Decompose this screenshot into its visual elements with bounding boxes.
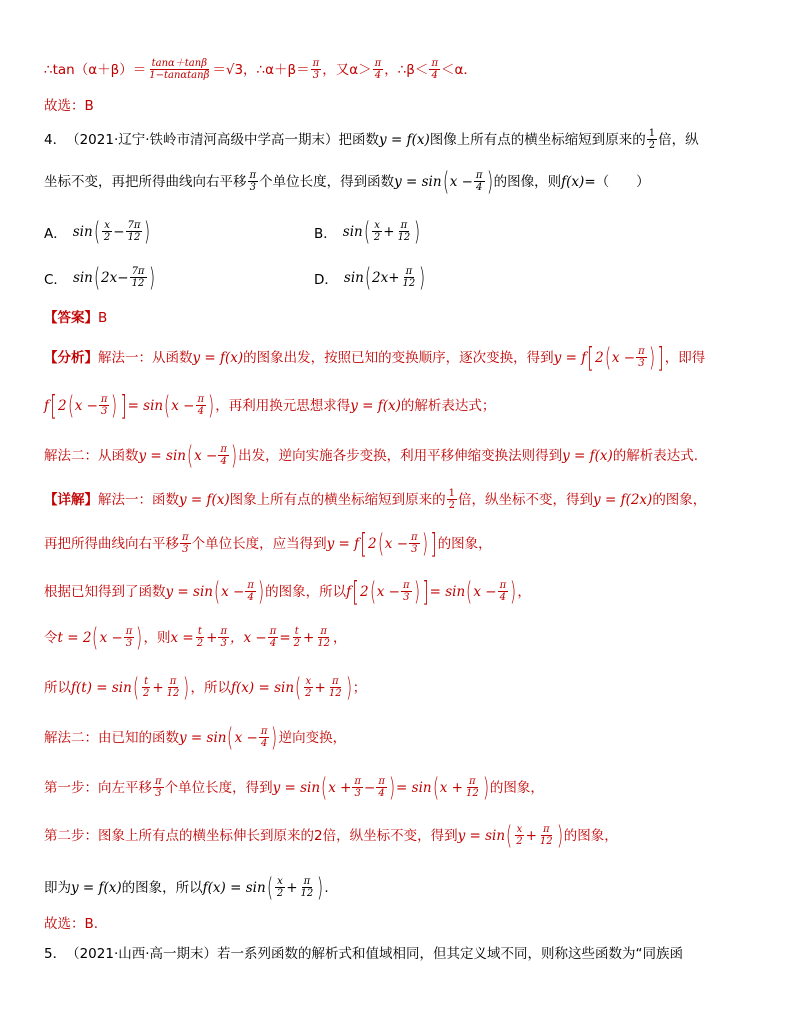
fraction <box>126 220 143 243</box>
fraction <box>196 394 207 417</box>
fraction <box>376 776 387 799</box>
math: f <box>44 397 49 414</box>
option-b[interactable] <box>314 216 421 247</box>
option-label: A． <box>44 225 67 242</box>
paren: ) <box>486 166 493 197</box>
denominator: 4 <box>197 406 204 417</box>
math: x − <box>611 349 636 366</box>
math: x − <box>74 397 98 414</box>
paren: ) <box>144 216 151 247</box>
denominator: 4 <box>220 456 227 467</box>
fraction <box>248 170 259 193</box>
text: 的解析表达式； <box>400 397 496 414</box>
fraction <box>165 676 182 699</box>
text: 再把所得曲线向右平移 <box>44 535 179 552</box>
fraction <box>147 58 211 81</box>
text: 的图像，则 <box>493 173 562 190</box>
numerator: π <box>411 532 418 543</box>
numerator: x <box>104 220 110 231</box>
math: x − <box>171 397 195 414</box>
detail-label: 【详解】 <box>44 491 98 508</box>
math: f(x) = sin <box>202 879 266 896</box>
detail-line-9: 即为 y = f(x) 的图象，所以 f(x) = sin ( $\frac{x}{2}$ + $\frac{\pi}{12}$ ) . <box>44 872 329 903</box>
denominator: 3 <box>249 182 256 193</box>
math: x − <box>376 583 400 600</box>
math: x − <box>384 535 409 552</box>
math: + <box>383 223 395 240</box>
text: ＝√3，∴α＋β＝ <box>212 61 310 78</box>
fraction <box>259 726 270 749</box>
numerator: π <box>405 266 413 277</box>
math: y = sin <box>165 583 213 600</box>
text: 根据已知得到了函数 <box>44 583 166 600</box>
math: − <box>113 223 125 240</box>
denominator: 3 <box>312 70 320 81</box>
denominator: 2 <box>293 638 300 649</box>
math: 2x <box>372 269 389 286</box>
text: 令 <box>44 629 58 646</box>
text: ，即得 <box>664 349 706 366</box>
fraction <box>315 626 332 649</box>
fraction <box>373 58 384 81</box>
text: 的图象， <box>652 491 707 508</box>
fraction <box>180 532 191 555</box>
math: sin <box>342 223 363 240</box>
question-number: 5． <box>44 946 67 962</box>
text: ＜α． <box>441 61 477 78</box>
analysis-label: 【分析】 <box>44 349 98 366</box>
denominator: 12 <box>402 278 416 289</box>
denominator: 2 <box>373 232 381 243</box>
denominator: 12 <box>131 278 145 289</box>
denominator: 2 <box>516 836 523 847</box>
numerator: x <box>277 876 283 887</box>
fraction <box>401 266 418 289</box>
fraction <box>299 876 316 899</box>
paren: ) <box>148 262 155 293</box>
denominator: 2 <box>103 232 111 243</box>
denominator: 4 <box>431 70 438 81</box>
option-a[interactable] <box>44 216 152 247</box>
numerator: tanα＋tanβ <box>151 58 207 69</box>
fraction <box>245 580 256 603</box>
denominator: 4 <box>269 638 277 649</box>
numerator: π <box>431 58 439 69</box>
numerator: 1 <box>448 488 456 499</box>
tan-sum-line <box>44 58 764 81</box>
text: ，再利用换元思想求得 <box>215 397 351 414</box>
math: sin <box>343 269 364 286</box>
text: 倍，纵 <box>658 131 699 148</box>
math: x − <box>221 583 245 600</box>
numerator: π <box>182 532 189 543</box>
math: y = f <box>326 535 360 552</box>
fraction <box>218 626 229 649</box>
numerator: π <box>469 776 476 787</box>
math: x − <box>99 629 123 646</box>
math: x − <box>449 173 473 190</box>
fraction: $\frac{t}{2}$ <box>142 676 150 699</box>
denominator: 2 <box>648 140 656 151</box>
math: x − <box>473 583 497 600</box>
text: 解法一：函数 <box>98 491 179 508</box>
math: x = <box>170 629 194 646</box>
math: 2 <box>360 583 369 600</box>
math: sin <box>72 269 93 286</box>
option-c[interactable] <box>44 262 156 293</box>
numerator: π <box>402 580 410 591</box>
text: 个单位长度，应当得到 <box>191 535 327 552</box>
text: ∴tan（α＋β）＝ <box>44 61 147 78</box>
text: 解法一：从函数 <box>98 349 193 366</box>
answer-label: 【答案】 <box>44 310 98 326</box>
fraction <box>474 170 485 193</box>
text: （2021·山西·高一期末）若一系列函数的解析式和值域相同，但其定义域不同，则称这些函数为“同族函 <box>66 946 684 962</box>
math: sin <box>72 223 93 240</box>
numerator: x <box>305 676 312 687</box>
fraction <box>396 220 413 243</box>
fraction <box>498 580 509 603</box>
math: t = 2 <box>57 629 92 646</box>
text: 倍，纵坐标不变，得到 <box>458 491 594 508</box>
text: 把函数 <box>338 131 380 148</box>
q4-stem-line-1 <box>44 128 764 151</box>
detail-line-7: 第一步：向左平移 $\frac{\pi}{3}$ 个单位长度，得到 y = sin ( x + $\frac{\pi}{3}$ − $\frac{\pi}{4}$ ) = sin ( x + $\frac{\pi}{12}$ ) 的图象， <box>44 772 544 803</box>
numerator: π <box>320 626 327 637</box>
text: 个单位长度，得到函数 <box>259 173 395 190</box>
fraction <box>311 58 322 81</box>
math: = sin <box>429 583 466 600</box>
denominator: 2 <box>448 500 456 511</box>
numerator: π <box>303 876 311 887</box>
math: y = sin <box>394 173 442 190</box>
fraction <box>218 444 229 467</box>
fraction: $\frac{t}{2}$ <box>196 626 204 649</box>
option-label: B． <box>314 225 337 242</box>
numerator: π <box>354 776 361 787</box>
text: 所以 <box>44 679 71 696</box>
denominator: 3 <box>354 788 361 799</box>
numerator: 7π <box>127 220 141 231</box>
denominator: 4 <box>378 788 385 799</box>
math: = sin <box>396 779 432 796</box>
analysis-line-3: 解法二：从函数 y = sin ( x − $\frac{\pi}{4}$ ) 出发，逆向实施各步变换，利用平移伸缩变换法则得到 y = f(x) 的解析表达式. <box>44 440 699 471</box>
text: 的图象，所以 <box>265 583 347 600</box>
math: x − <box>194 447 218 464</box>
text: 出发，逆向实施各步变换，利用平移伸缩变换法则得到 <box>238 447 563 464</box>
answer-line <box>44 308 764 328</box>
numerator: π <box>331 676 339 687</box>
denominator: 3 <box>220 638 227 649</box>
math: y = f(x) <box>71 879 122 896</box>
question-number: 4． <box>44 131 67 148</box>
math: − <box>117 269 129 286</box>
detail-line-8: 第二步：图象上所有点的横坐标伸长到原来的2倍，纵坐标不变，得到 y = sin ( $\frac{x}{2}$ + $\frac{\pi}{12}$ ) 的图象， <box>44 820 618 851</box>
math: 2x <box>101 269 118 286</box>
denominator: 3 <box>411 544 418 555</box>
math: = sin <box>127 397 164 414</box>
text: 的图象出发，按照已知的变换顺序，逐次变换，得到 <box>243 349 554 366</box>
numerator: π <box>100 394 108 405</box>
denominator: 12 <box>300 888 314 899</box>
text: ， <box>333 629 347 646</box>
denominator: 4 <box>476 182 483 193</box>
denominator: 2 <box>305 688 312 699</box>
paren: ( <box>93 216 100 247</box>
fraction <box>464 776 481 799</box>
option-d[interactable] <box>314 262 426 293</box>
fraction <box>409 532 420 555</box>
numerator: π <box>475 170 483 181</box>
numerator: 7π <box>131 266 145 277</box>
math: + <box>206 629 218 646</box>
text: 故选：B <box>44 98 94 114</box>
denominator: 4 <box>499 592 507 603</box>
numerator: 1 <box>648 128 656 139</box>
fraction <box>514 824 524 847</box>
paren: ( <box>363 216 370 247</box>
denominator: 3 <box>182 544 189 555</box>
denominator: 2 <box>196 638 204 649</box>
math: y = f(2x) <box>593 491 653 508</box>
fraction <box>153 776 164 799</box>
text: 逆向变换， <box>278 729 347 746</box>
text: 的图象， <box>437 535 492 552</box>
denominator: 3 <box>403 592 410 603</box>
math: y = f(x) <box>379 131 430 148</box>
detail-line-3: 根据已知得到了函数 y = sin ( x − $\frac{\pi}{4}$ ) 的图象，所以 f [ 2 ( x − $\frac{\pi}{3}$ ) ] = sin ( x − $\frac{\pi}{4}$ ) ， <box>44 574 531 608</box>
math: y = f(x) <box>350 397 401 414</box>
numerator: π <box>269 626 277 637</box>
fraction <box>303 676 313 699</box>
numerator: π <box>249 170 257 181</box>
math: f(x) = sin <box>231 679 295 696</box>
denominator: 4 <box>374 70 382 81</box>
fraction: $\frac{t}{2}$ <box>293 626 300 649</box>
fraction <box>124 626 135 649</box>
text: 图象上所有点的横坐标缩短到原来的 <box>229 491 446 508</box>
math: 2 <box>368 535 377 552</box>
detail-line-6: 解法二：由已知的函数 y = sin ( x − $\frac{\pi}{4}$ ) 逆向变换， <box>44 722 347 753</box>
paren: ) <box>419 262 426 293</box>
numerator: x <box>516 824 523 835</box>
numerator: π <box>220 626 228 637</box>
numerator: x <box>374 220 380 231</box>
text: ，又α＞ <box>322 61 372 78</box>
text: =（ ） <box>584 173 650 190</box>
paren: ( <box>93 262 101 293</box>
numerator: π <box>197 394 205 405</box>
answer-value: B <box>98 310 108 326</box>
denominator: 12 <box>465 788 479 799</box>
fraction <box>401 580 412 603</box>
text: 第二步：图象上所有点的横坐标伸长到原来的2倍，纵坐标不变，得到 <box>44 827 458 844</box>
denominator: 3 <box>101 406 108 417</box>
detail-line-5: 所以 f(t) = sin ( $\frac{t}{2}$ + $\frac{\pi}{12}$ ) ，所以 f(x) = sin ( $\frac{x}{2}$ + $\frac{\pi}{12}$ ) ； <box>44 672 367 703</box>
denominator: 3 <box>125 638 133 649</box>
text: ，所以 <box>190 679 232 696</box>
text: 故选：B. <box>44 916 99 932</box>
numerator: π <box>220 444 227 455</box>
detail-line-4: 令 t = 2 ( x − $\frac{\pi}{3}$ ) ，则 x = $\frac{t}{2}$ + $\frac{\pi}{3}$ ，x − $\frac{\pi}{4}$ = $\frac{t}{2}$ + $\frac{\pi}{12}$ ， <box>44 622 347 653</box>
math: y = sin <box>179 729 227 746</box>
text: ， <box>517 583 531 600</box>
math: = <box>279 629 291 646</box>
math: y = sin <box>457 827 506 844</box>
denominator: 1−tanαtanβ <box>149 70 210 81</box>
fraction <box>275 876 285 899</box>
numerator: π <box>169 676 177 687</box>
math: f(x) <box>561 173 585 190</box>
numerator: π <box>378 776 385 787</box>
math: y = f(x) <box>562 447 613 464</box>
math: f(t) = sin <box>71 679 132 696</box>
numerator: π <box>125 626 133 637</box>
text: 即为 <box>44 879 71 896</box>
numerator: π <box>400 220 408 231</box>
numerator: π <box>260 726 268 737</box>
math: + <box>388 269 400 286</box>
option-label: D． <box>314 271 338 288</box>
fraction <box>327 676 344 699</box>
paren: ( <box>442 166 449 197</box>
math: y = sin <box>138 447 186 464</box>
text: 坐标不变，再把所得曲线向右平移 <box>44 173 247 190</box>
denominator: 12 <box>328 688 342 699</box>
detail-line-2: 再把所得曲线向右平移 $\frac{\pi}{3}$ 个单位长度，应当得到 y = f [ 2 ( x − $\frac{\pi}{3}$ ) ] 的图象， <box>44 526 492 560</box>
fraction <box>429 58 440 81</box>
denominator: 4 <box>247 592 254 603</box>
math: ，x − <box>230 629 267 646</box>
paren: ) <box>414 216 421 247</box>
denominator: 12 <box>166 688 180 699</box>
text: ，则 <box>143 629 171 646</box>
text: 个单位长度，得到 <box>164 779 273 796</box>
denominator: 4 <box>260 738 268 749</box>
numerator: π <box>312 58 320 69</box>
fraction <box>130 266 147 289</box>
denominator: 12 <box>397 232 411 243</box>
math: y = f(x) <box>192 349 244 366</box>
numerator: π <box>374 58 382 69</box>
fraction <box>268 626 279 649</box>
numerator: π <box>542 824 550 835</box>
text: . <box>324 879 329 896</box>
denominator: 3 <box>155 788 162 799</box>
text: 解法二：从函数 <box>44 447 139 464</box>
choose-line-1 <box>44 96 764 116</box>
denominator: 12 <box>127 232 141 243</box>
text: 的解析表达式. <box>612 447 699 464</box>
denominator: 2 <box>142 688 150 699</box>
math: f <box>346 583 352 600</box>
text: ，∴β＜ <box>384 61 429 78</box>
detail-line-1 <box>44 488 764 511</box>
fraction <box>647 128 657 151</box>
text: 图像上所有点的横坐标缩短到原来的 <box>429 131 646 148</box>
math: x − <box>234 729 258 746</box>
fraction <box>636 346 647 369</box>
fraction <box>538 824 555 847</box>
math: y = sin <box>272 779 321 796</box>
numerator: π <box>499 580 507 591</box>
text: 解法二：由已知的函数 <box>44 729 179 746</box>
math: 2 <box>57 397 67 414</box>
text: 第一步：向左平移 <box>44 779 152 796</box>
text: 的图象， <box>489 779 544 796</box>
math: y = f(x) <box>179 491 230 508</box>
text: 的图象， <box>563 827 618 844</box>
denominator: 12 <box>317 638 331 649</box>
q5-stem-line <box>44 944 764 964</box>
question-source: （2021·辽宁·铁岭市清河高级中学高一期末） <box>66 131 339 148</box>
fraction <box>372 220 382 243</box>
text: ； <box>352 679 367 696</box>
fraction <box>102 220 112 243</box>
denominator: 12 <box>539 836 553 847</box>
q4-stem-line-2 <box>44 166 764 197</box>
fraction <box>447 488 457 511</box>
math: y = f <box>553 349 587 366</box>
paren: ( <box>364 262 371 293</box>
denominator: 2 <box>276 888 284 899</box>
math: 2 <box>595 349 604 366</box>
choose-line-2 <box>44 914 764 934</box>
fraction <box>352 776 363 799</box>
numerator: π <box>155 776 162 787</box>
option-label: C． <box>44 271 67 288</box>
analysis-line-2: f [ 2 ( x − $\frac{\pi}{3}$ ) ] = sin ( x − $\frac{\pi}{4}$ ) ，再利用换元思想求得 y = f(x) 的解析表达式； <box>44 388 496 422</box>
analysis-line-1: 【分析】 解法一：从函数 y = f(x) 的图象出发，按照已知的变换顺序，逐次变换，得到 y = f [ 2 ( x − $\frac{\pi}{3}$ ) ] ，即得 <box>44 340 706 374</box>
denominator: 3 <box>638 358 645 369</box>
fraction <box>99 394 110 417</box>
text: 的图象，所以 <box>121 879 203 896</box>
numerator: π <box>638 346 645 357</box>
math: + <box>303 629 315 646</box>
numerator: π <box>247 580 254 591</box>
